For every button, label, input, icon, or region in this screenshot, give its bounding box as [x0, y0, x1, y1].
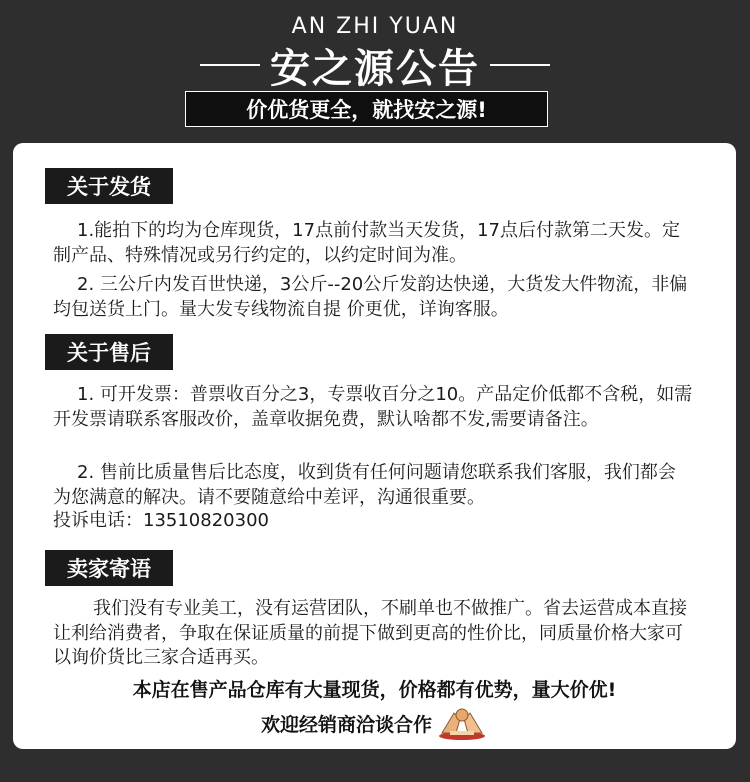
- title-left-rule: [200, 64, 260, 66]
- shipping-paragraph-1: 1.能拍下的均为仓库现货，17点前付款当天发货，17点后付款第二天发。定制产品、特殊情况或另行约定的，以约定时间为准。: [53, 220, 680, 266]
- notice-card: [13, 143, 736, 749]
- complaint-phone: 13510820300: [143, 510, 269, 531]
- section-title-shipping: 关于发货: [45, 168, 173, 204]
- complaint-line: [53, 509, 693, 534]
- slogan-banner: 价优货更全，就找安之源!: [185, 91, 548, 127]
- message-paragraph: 我们没有专业美工，没有运营团队，不刷单也不做推广。省去运营成本直接让利给消费者，争取在保证质量的前提下做到更高的性价比，同质量价格大家可以询价货比三家合适再买。: [53, 598, 687, 668]
- welcome-row: [13, 705, 736, 741]
- handshake-icon: [436, 705, 488, 741]
- aftersale-paragraph-1: 1. 可开发票：普票收百分之3，专票收百分之10。产品定价低都不含税，如需开发票请联系客服改价，盖章收据免费，默认啥都不发,需要请备注。: [53, 384, 693, 430]
- welcome-text: 欢迎经销商洽谈合作: [260, 713, 432, 736]
- aftersale-paragraph-2: 2. 售前比质量售后比态度，收到货有任何问题请您联系我们客服，我们都会为您满意的解决。请不要随意给中差评，沟通很重要。: [53, 462, 676, 508]
- shipping-paragraph-2: 2. 三公斤内发百世快递，3公斤--20公斤发韵达快递，大货发大件物流，非偏均包送货上门。量大发专线物流自提 价更优，详询客服。: [53, 274, 688, 320]
- chinese-title-row: [0, 40, 750, 90]
- announcement-header: [0, 0, 750, 140]
- section-title-aftersale: 关于售后: [45, 334, 173, 370]
- complaint-label: 投诉电话：: [53, 510, 143, 531]
- title-right-rule: [490, 64, 550, 66]
- section-title-message: 卖家寄语: [45, 550, 173, 586]
- chinese-title: 安之源公告: [270, 45, 480, 92]
- stock-highlight: 本店在售产品仓库有大量现货，价格都有优势，量大价优!: [132, 679, 617, 701]
- english-title: AN ZHI YUAN: [291, 14, 459, 39]
